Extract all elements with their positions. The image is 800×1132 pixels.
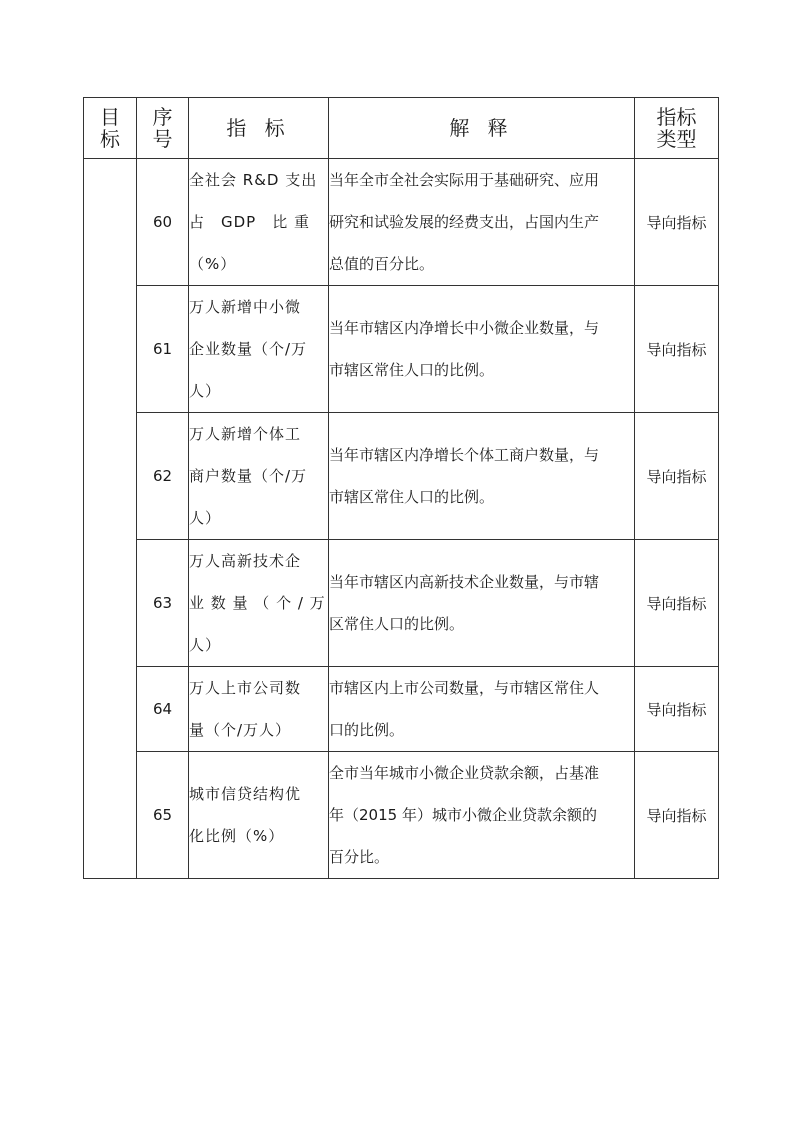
type-cell: 导向指标	[635, 159, 719, 286]
explanation-cell: 当年全市全社会实际用于基础研究、应用 研究和试验发展的经费支出，占国内生产 总值的百分比。	[329, 159, 635, 286]
type-cell: 导向指标	[635, 667, 719, 752]
table-row	[84, 667, 719, 752]
seq-cell: 64	[137, 667, 189, 752]
header-explanation: 解 释	[329, 98, 635, 159]
type-cell: 导向指标	[635, 540, 719, 667]
header-type: 指标 类型	[635, 98, 719, 159]
seq-cell: 62	[137, 413, 189, 540]
table-row	[84, 752, 719, 879]
table-row	[84, 286, 719, 413]
seq-cell: 61	[137, 286, 189, 413]
table-row	[84, 159, 719, 286]
type-cell: 导向指标	[635, 286, 719, 413]
seq-cell: 60	[137, 159, 189, 286]
indicator-cell: 万人上市公司数 量（个/万人）	[189, 667, 329, 752]
indicator-cell: 城市信贷结构优 化比例（%）	[189, 752, 329, 879]
indicator-cell: 万人高新技术企 业 数 量 （ 个 / 万 人）	[189, 540, 329, 667]
table-header-row	[84, 98, 719, 159]
indicator-cell: 全社会 R&D 支出 占 GDP 比 重 （%）	[189, 159, 329, 286]
explanation-cell: 当年市辖区内高新技术企业数量，与市辖 区常住人口的比例。	[329, 540, 635, 667]
explanation-cell: 当年市辖区内净增长中小微企业数量，与 市辖区常住人口的比例。	[329, 286, 635, 413]
indicator-cell: 万人新增个体工 商户数量（个/万 人）	[189, 413, 329, 540]
seq-cell: 63	[137, 540, 189, 667]
indicator-table	[83, 97, 719, 879]
seq-cell: 65	[137, 752, 189, 879]
header-goal: 目 标	[84, 98, 137, 159]
header-seq: 序 号	[137, 98, 189, 159]
type-cell: 导向指标	[635, 752, 719, 879]
table-row	[84, 413, 719, 540]
explanation-cell: 当年市辖区内净增长个体工商户数量，与 市辖区常住人口的比例。	[329, 413, 635, 540]
explanation-cell: 全市当年城市小微企业贷款余额，占基准 年（2015 年）城市小微企业贷款余额的 百分比。	[329, 752, 635, 879]
explanation-cell: 市辖区内上市公司数量，与市辖区常住人 口的比例。	[329, 667, 635, 752]
table-row	[84, 540, 719, 667]
type-cell: 导向指标	[635, 413, 719, 540]
goal-cell	[84, 159, 137, 879]
header-indicator: 指 标	[189, 98, 329, 159]
indicator-cell: 万人新增中小微 企业数量（个/万 人）	[189, 286, 329, 413]
